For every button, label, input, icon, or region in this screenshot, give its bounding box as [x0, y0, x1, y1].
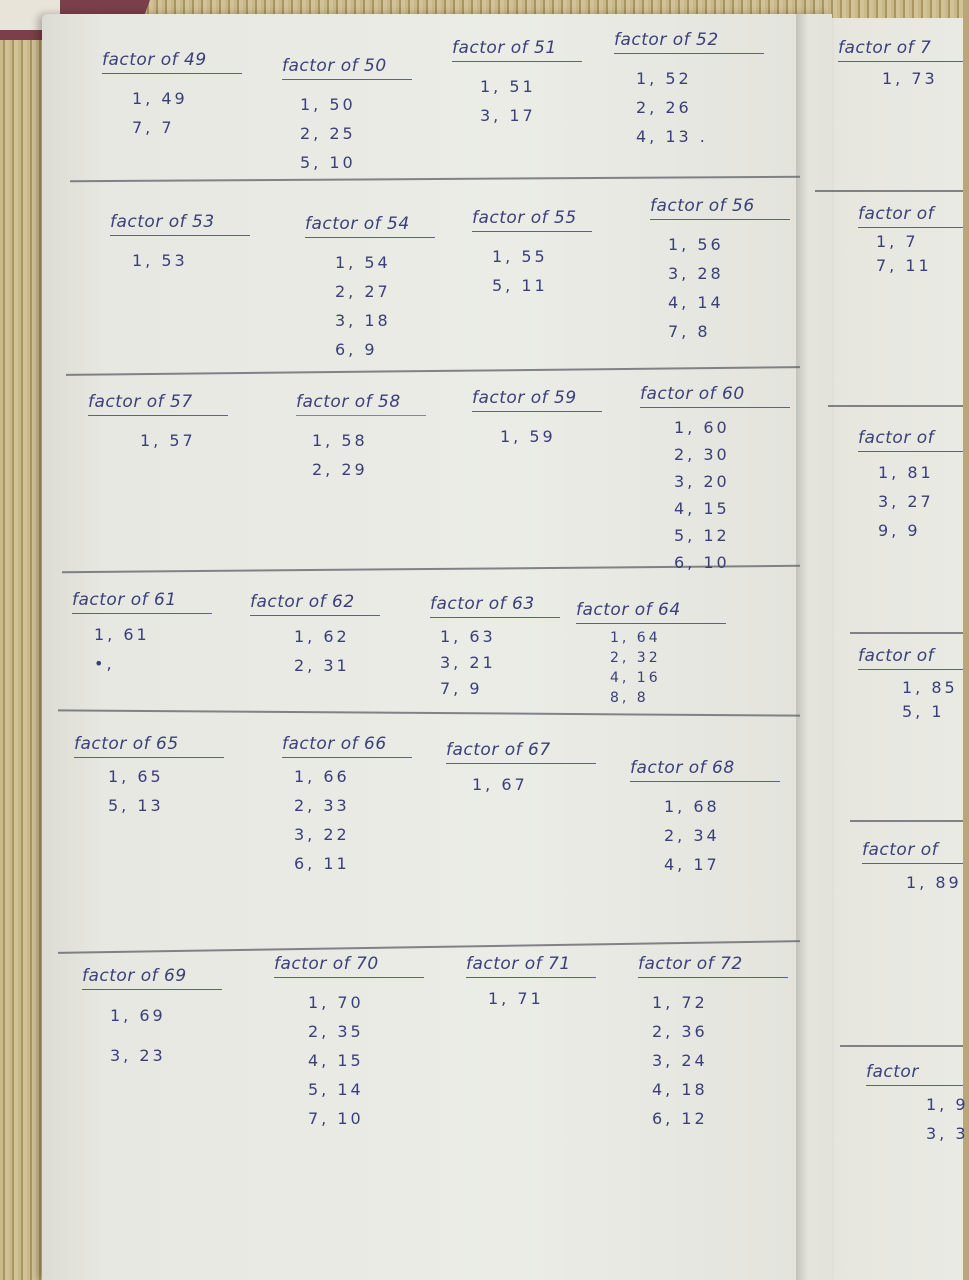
factor-pair: 6, 12	[652, 1109, 708, 1128]
heading-underline	[858, 451, 963, 452]
factor-pair: 6, 10	[674, 553, 730, 572]
factor-pair: 2, 26	[636, 98, 692, 117]
factor-pair: 5, 12	[674, 526, 730, 545]
factor-group-62	[250, 592, 380, 680]
factor-pair: 1, 70	[308, 993, 364, 1012]
heading-underline	[638, 977, 788, 978]
heading-underline	[576, 623, 726, 624]
factor-pair: 6, 11	[294, 854, 350, 873]
right-divider	[850, 820, 963, 822]
right-factor-group	[858, 204, 963, 278]
factor-heading: factor of	[858, 428, 935, 448]
factor-pair: 1, 85	[902, 678, 958, 697]
factor-heading: factor of 49	[102, 50, 207, 70]
factor-pair: 2, 29	[312, 460, 368, 479]
heading-underline	[72, 613, 212, 614]
factor-heading: factor of 55	[472, 208, 577, 228]
factor-pair: 7, 11	[876, 256, 932, 275]
factor-heading: factor of 53	[110, 212, 215, 232]
factor-pair: 2, 27	[335, 282, 391, 301]
factor-pair: 1, 65	[108, 767, 164, 786]
factor-pair: 1, 7	[876, 232, 919, 251]
factor-pair: 4, 15	[674, 499, 730, 518]
factor-pair: 1, 59	[500, 427, 556, 446]
heading-underline	[250, 615, 380, 616]
factor-pair: 4, 17	[664, 855, 720, 874]
factor-heading: factor of	[862, 840, 939, 860]
right-divider	[840, 1045, 963, 1047]
factor-pair: 5, 10	[300, 153, 356, 172]
factor-heading: factor of 71	[466, 954, 571, 974]
factor-pair: 4, 14	[668, 293, 724, 312]
factor-pair: 3, 24	[652, 1051, 708, 1070]
factor-heading: factor of 62	[250, 592, 355, 612]
heading-underline	[630, 781, 780, 782]
factor-pair: 7, 7	[132, 118, 175, 137]
factor-pair: 7, 9	[440, 679, 483, 698]
factor-pair: 7, 10	[308, 1109, 364, 1128]
factor-pair: 2, 33	[294, 796, 350, 815]
factor-pair: 1, 72	[652, 993, 708, 1012]
factor-heading: factor of 67	[446, 740, 551, 760]
heading-underline	[866, 1085, 963, 1086]
factor-heading: factor of 66	[282, 734, 387, 754]
heading-underline	[466, 977, 596, 978]
factor-heading: factor of 65	[74, 734, 179, 754]
factor-pair: 1, 58	[312, 431, 368, 450]
factor-heading: factor of 60	[640, 384, 745, 404]
factor-pair: 3, 21	[440, 653, 496, 672]
factor-pair: 1, 63	[440, 627, 496, 646]
right-divider	[850, 632, 963, 634]
right-divider	[828, 405, 963, 407]
factor-heading: factor of 61	[72, 590, 177, 610]
heading-underline	[650, 219, 790, 220]
factor-group-70	[274, 954, 424, 1133]
factor-pair: 5, 14	[308, 1080, 364, 1099]
heading-underline	[282, 757, 412, 758]
factor-pair: 1, 9	[926, 1095, 969, 1114]
factor-heading: factor of 68	[630, 758, 735, 778]
heading-underline	[472, 231, 592, 232]
factor-pair: 1, 60	[674, 418, 730, 437]
factor-heading: factor of 56	[650, 196, 755, 216]
factor-pair: 7, 8	[668, 322, 711, 341]
factor-heading: factor of 64	[576, 600, 681, 620]
heading-underline	[472, 411, 602, 412]
heading-underline	[430, 617, 560, 618]
factor-group-51	[452, 38, 582, 130]
factor-pair: 3, 22	[294, 825, 350, 844]
factor-pair: 1, 53	[132, 251, 188, 270]
factor-pair: 3, 3	[926, 1124, 969, 1143]
factor-pair: 5, 13	[108, 796, 164, 815]
right-factor-group	[862, 840, 963, 897]
factor-pair: 4, 13 .	[636, 127, 708, 146]
factor-group-68	[630, 758, 780, 879]
factor-pair: 1, 73	[882, 69, 938, 88]
right-factor-group	[858, 646, 963, 724]
factor-pair: 1, 57	[140, 431, 196, 450]
factor-pair: 1, 62	[294, 627, 350, 646]
factor-pair: 3, 28	[668, 264, 724, 283]
factor-group-59	[472, 388, 602, 451]
factor-group-64	[576, 600, 726, 708]
factor-pair: 4, 18	[652, 1080, 708, 1099]
factor-pair: 1, 49	[132, 89, 188, 108]
heading-underline	[446, 763, 596, 764]
notebook-spine-shadow	[796, 14, 808, 1280]
heading-underline	[74, 757, 224, 758]
factor-pair: 1, 69	[110, 1006, 166, 1025]
heading-underline	[452, 61, 582, 62]
factor-pair: 2, 36	[652, 1022, 708, 1041]
factor-heading: factor of 7	[838, 38, 932, 58]
factor-group-54	[305, 214, 435, 364]
factor-pair: •,	[94, 654, 115, 673]
heading-underline	[858, 227, 963, 228]
right-factor-group	[866, 1062, 969, 1148]
factor-pair: 1, 50	[300, 95, 356, 114]
heading-underline	[862, 863, 963, 864]
factor-pair: 2, 35	[308, 1022, 364, 1041]
factor-pair: 1, 66	[294, 767, 350, 786]
factor-heading: factor of	[858, 646, 935, 666]
right-divider	[815, 190, 963, 192]
factor-heading: factor of 69	[82, 966, 187, 986]
factor-pair: 2, 34	[664, 826, 720, 845]
factor-pair: 2, 31	[294, 656, 350, 675]
factor-pair: 3, 27	[878, 492, 934, 511]
factor-heading: factor of 59	[472, 388, 577, 408]
factor-pair: 3, 18	[335, 311, 391, 330]
factor-pair: 2, 32	[610, 650, 661, 666]
factor-pair: 1, 52	[636, 69, 692, 88]
factor-heading: factor of 50	[282, 56, 387, 76]
factor-group-55	[472, 208, 592, 300]
factor-pair: 6, 9	[335, 340, 378, 359]
factor-pair: 9, 9	[878, 521, 921, 540]
factor-pair: 1, 61	[94, 625, 150, 644]
factor-heading: factor of 51	[452, 38, 557, 58]
heading-underline	[102, 73, 242, 74]
factor-heading: factor of	[858, 204, 935, 224]
factor-group-50	[282, 56, 412, 177]
factor-heading: factor	[866, 1062, 919, 1082]
factor-pair: 5, 11	[492, 276, 548, 295]
factor-group-65	[74, 734, 224, 820]
factor-group-63	[430, 594, 560, 702]
heading-underline	[305, 237, 435, 238]
factor-pair: 4, 15	[308, 1051, 364, 1070]
factor-pair: 1, 89	[906, 873, 962, 892]
factor-pair: 1, 54	[335, 253, 391, 272]
factor-heading: factor of 58	[296, 392, 401, 412]
factor-pair: 1, 71	[488, 989, 544, 1008]
right-factor-group	[858, 428, 963, 545]
factor-pair: 1, 51	[480, 77, 536, 96]
factor-group-53	[110, 212, 250, 275]
heading-underline	[640, 407, 790, 408]
factor-heading: factor of 57	[88, 392, 193, 412]
heading-underline	[82, 989, 222, 990]
factor-group-72	[638, 954, 788, 1133]
factor-group-67	[446, 740, 596, 799]
heading-underline	[614, 53, 764, 54]
factor-pair: 3, 20	[674, 472, 730, 491]
factor-pair: 1, 81	[878, 463, 934, 482]
factor-heading: factor of 72	[638, 954, 743, 974]
right-factor-group	[838, 38, 963, 93]
factor-group-58	[296, 392, 426, 484]
factor-group-61	[72, 590, 212, 678]
factor-pair: 1, 64	[610, 630, 661, 646]
factor-pair: 2, 30	[674, 445, 730, 464]
factor-heading: factor of 54	[305, 214, 410, 234]
factor-heading: factor of 52	[614, 30, 719, 50]
factor-pair: 1, 55	[492, 247, 548, 266]
factor-pair: 5, 1	[902, 702, 945, 721]
factor-pair: 8, 8	[610, 690, 649, 706]
heading-underline	[274, 977, 424, 978]
factor-heading: factor of 70	[274, 954, 379, 974]
heading-underline	[282, 79, 412, 80]
factor-group-71	[466, 954, 596, 1013]
heading-underline	[838, 61, 963, 62]
factor-group-49	[102, 50, 242, 142]
factor-pair: 1, 56	[668, 235, 724, 254]
factor-pair: 3, 17	[480, 106, 536, 125]
factor-pair: 4, 16	[610, 670, 661, 686]
factor-pair: 3, 23	[110, 1046, 166, 1065]
heading-underline	[110, 235, 250, 236]
factor-group-69	[82, 966, 222, 1076]
factor-group-60	[640, 384, 790, 576]
factor-group-52	[614, 30, 764, 151]
factor-group-66	[282, 734, 412, 878]
factor-pair: 2, 25	[300, 124, 356, 143]
factor-pair: 1, 68	[664, 797, 720, 816]
factor-group-57	[88, 392, 228, 455]
factor-pair: 1, 67	[472, 775, 528, 794]
heading-underline	[88, 415, 228, 416]
heading-underline	[858, 669, 963, 670]
factor-group-56	[650, 196, 790, 346]
heading-underline	[296, 415, 426, 416]
factor-heading: factor of 63	[430, 594, 535, 614]
